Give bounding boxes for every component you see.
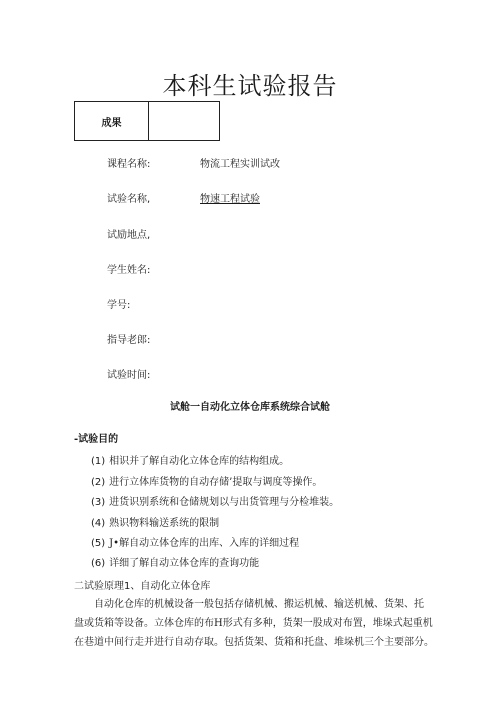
score-label: 成果 bbox=[75, 102, 149, 140]
list-item-text: 进行立体库货物的自动存储’提取与调度等操作。 bbox=[109, 477, 323, 488]
field-value: 物流工程实训试改 bbox=[200, 159, 280, 170]
list-item-text: 详细了解自动立体仓库的查询功能 bbox=[109, 558, 260, 569]
list-item bbox=[91, 473, 322, 488]
score-table bbox=[74, 101, 220, 141]
list-item-number: (3) bbox=[91, 497, 106, 508]
field-value: 物速工程试验 bbox=[200, 194, 260, 205]
field-label: 学生姓名: bbox=[107, 265, 151, 276]
list-item-number: (1) bbox=[91, 456, 106, 467]
list-item-text: 进货识别系统和仓储规划以与出货管理与分检堆装。 bbox=[109, 497, 340, 508]
paragraph-line: 盘或货箱等设备。立体仓库的布H形式有多种，货架一股成对布置，堆垛式起重机 bbox=[74, 618, 433, 629]
list-item-text: 熟识物料输送系统的限制 bbox=[109, 518, 220, 529]
list-item-number: (6) bbox=[91, 558, 106, 569]
field-label: 试励地点, bbox=[107, 230, 151, 241]
list-item bbox=[91, 514, 219, 529]
list-item-number: (5) bbox=[91, 538, 106, 549]
list-item bbox=[91, 493, 339, 508]
field-label: 试验时间: bbox=[107, 370, 151, 381]
list-item-number: (4) bbox=[91, 518, 106, 529]
paragraph-line: 自动化仓库的机械设备一般包括存储机械、搬运机械、输送机械、货架、托 bbox=[94, 599, 424, 610]
field-label: 课程名称: bbox=[107, 159, 151, 170]
list-item bbox=[91, 452, 289, 467]
field-label: 学号: bbox=[107, 300, 131, 311]
principle-paragraph bbox=[74, 595, 434, 652]
report-title: 本科生试验报告 bbox=[162, 72, 338, 100]
experiment-subtitle: 试舱一自动化立体仓库系统综合试舱 bbox=[170, 402, 330, 413]
list-item-number: (2) bbox=[91, 477, 106, 488]
field-label: 指导老郎: bbox=[107, 335, 151, 346]
section-heading-principle: 二试验原理1、自动化立体仓库 bbox=[74, 581, 211, 592]
list-item-text: 相识并了解自动化立体仓库的结构组成。 bbox=[109, 456, 290, 467]
section-heading-objectives: -试验目的 bbox=[74, 434, 119, 445]
list-item-text: J•解自动立体仓库的出库、入库的详细过程 bbox=[109, 538, 300, 549]
list-item bbox=[91, 534, 299, 549]
field-label: 试验名称, bbox=[107, 194, 151, 205]
score-value-cell bbox=[149, 102, 219, 140]
paragraph-line: 在巷道中间行走并进行自动存取。包括货架、货箱和托盘、堆垛机三个主要部分。 bbox=[74, 637, 434, 648]
list-item bbox=[91, 554, 259, 569]
